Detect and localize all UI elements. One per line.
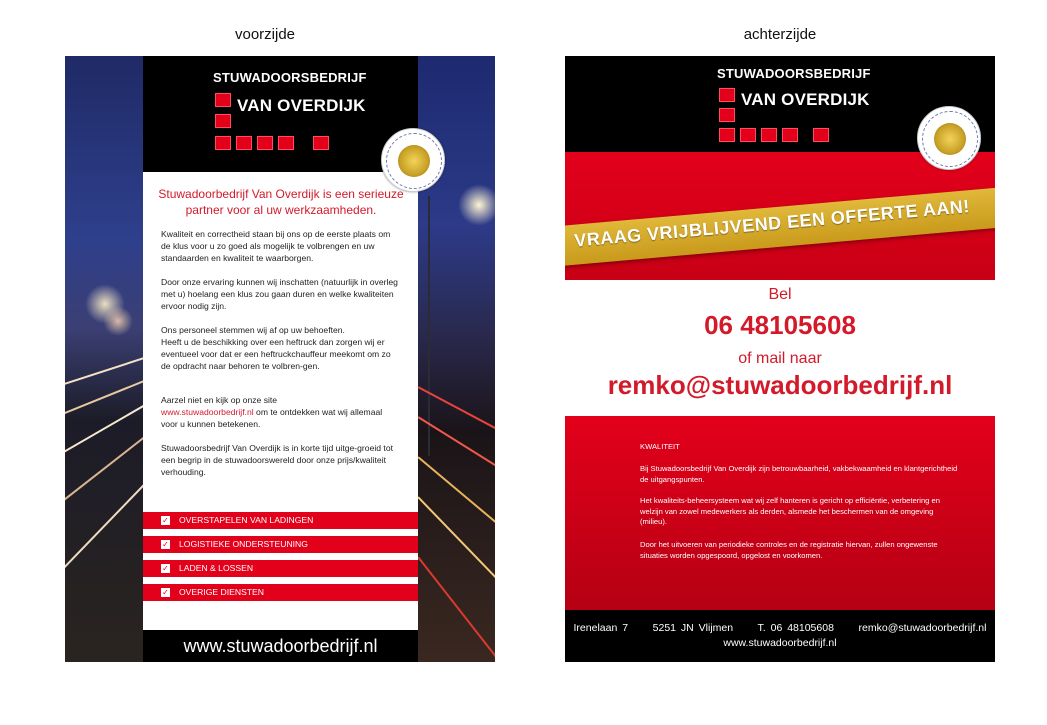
front-paragraph-2: Door onze ervaring kunnen wij inschatten (natuurlijk in overleg met u) hoelang een klus zou gaan duren en welke kwaliteiten ervoor nodig zijn.	[161, 277, 398, 311]
front-paragraph-1: Kwaliteit en correctheid staan bij ons op de eerste plaats om de klus voor u zo goed als mogelijk te volbrengen en uw standaarden en kwaliteit te waarborgen.	[161, 229, 391, 263]
back-footer	[565, 610, 995, 662]
night-road-photo-left	[65, 56, 143, 662]
footer-phone[interactable]: T. 06 48105608	[757, 622, 834, 634]
back-footer-url[interactable]: www.stuwadoorbedrijf.nl	[723, 637, 837, 649]
checkbox-icon: ✓	[162, 516, 169, 525]
postal-city: 5251 JN Vlijmen	[652, 622, 734, 634]
quality-paragraph-1: Bij Stuwadoorsbedrijf Van Overdijk zijn betrouwbaarheid, vakbekwaamheid en klantgerichtheid de uitgangspunten.	[640, 464, 958, 484]
front-paragraph-3: Ons personeel stemmen wij af op uw behoeften. Heeft u de beschikking over een heftruck dan zorgen wij er eventueel voor dat er een heftruckchauffeur meekomt om zo de opdracht naar behoren te volbren-gen.	[161, 325, 391, 371]
front-footer-url[interactable]: www.stuwadoorbedrijf.nl	[143, 630, 418, 662]
checkbox-icon: ✓	[162, 564, 169, 573]
footer-email[interactable]: remko@stuwadoorbedrijf.nl	[858, 622, 987, 634]
front-paragraph-4: Aarzel niet en kijk op onze site www.stuwadoorbedrijf.nl om te ontdekken wat wij allemaal voor u kunnen betekenen.	[161, 395, 383, 429]
front-header	[143, 56, 418, 172]
brand-line2: VAN OVERDIJK	[237, 96, 366, 115]
email-address[interactable]: remko@stuwadoorbedrijf.nl	[607, 370, 953, 400]
service-item: ✓ OVERSTAPELEN VAN LADINGEN	[143, 512, 418, 529]
phone-number[interactable]: 06 48105608	[704, 310, 856, 340]
checkbox-icon: ✓	[162, 540, 169, 549]
checkbox-icon: ✓	[162, 588, 169, 597]
call-label: Bel	[768, 286, 792, 303]
quality-heading: KWALITEIT	[640, 442, 680, 451]
contact-line	[565, 622, 995, 634]
website-link[interactable]: www.stuwadoorbedrijf.nl	[161, 407, 254, 417]
front-flyer	[65, 56, 495, 662]
front-paragraph-5: Stuwadoorsbedrijf Van Overdijk is in korte tijd uitge-groeid tot een begrip in de stuwadoorswereld door onze prijs/kwaliteit verhouding.	[161, 443, 393, 477]
brand-line2: VAN OVERDIJK	[741, 90, 870, 109]
quality-seal-icon	[381, 128, 445, 192]
service-item: ✓ LOGISTIEKE ONDERSTEUNING	[143, 536, 418, 553]
brand-line1: STUWADOORSBEDRIJF	[717, 66, 871, 81]
quality-paragraph-2: Het kwaliteits-beheersysteem wat wij zelf hanteren is gericht op efficiëntie, verbetering en welzijn van zowel medewerkers als derden, alsmede het beschermen van de omgeving (milieu).	[640, 496, 940, 526]
front-content-panel	[143, 56, 418, 662]
quality-seal-icon	[917, 106, 981, 170]
quality-paragraph-3: Door het uitvoeren van periodieke controles en de registratie hiervan, zullen ongewenste situaties worden opgespoord, opgelost en voorkomen.	[640, 540, 938, 560]
service-item: ✓ OVERIGE DIENSTEN	[143, 584, 418, 601]
service-item: ✓ LADEN & LOSSEN	[143, 560, 418, 577]
offer-banner-text: VRAAG VRIJBLIJVEND EEN OFFERTE AAN!	[573, 196, 971, 251]
back-side-label: achterzijde	[743, 26, 817, 43]
address: Irenelaan 7	[573, 622, 629, 634]
mail-label: of mail naar	[738, 350, 822, 367]
front-side-label: voorzijde	[234, 26, 296, 43]
back-flyer	[565, 56, 995, 662]
brand-line1: STUWADOORSBEDRIJF	[213, 70, 367, 85]
front-intro: Stuwadoorbedrijf Van Overdijk is een serieuze partner voor al uw werkzaamheden.	[158, 187, 404, 217]
